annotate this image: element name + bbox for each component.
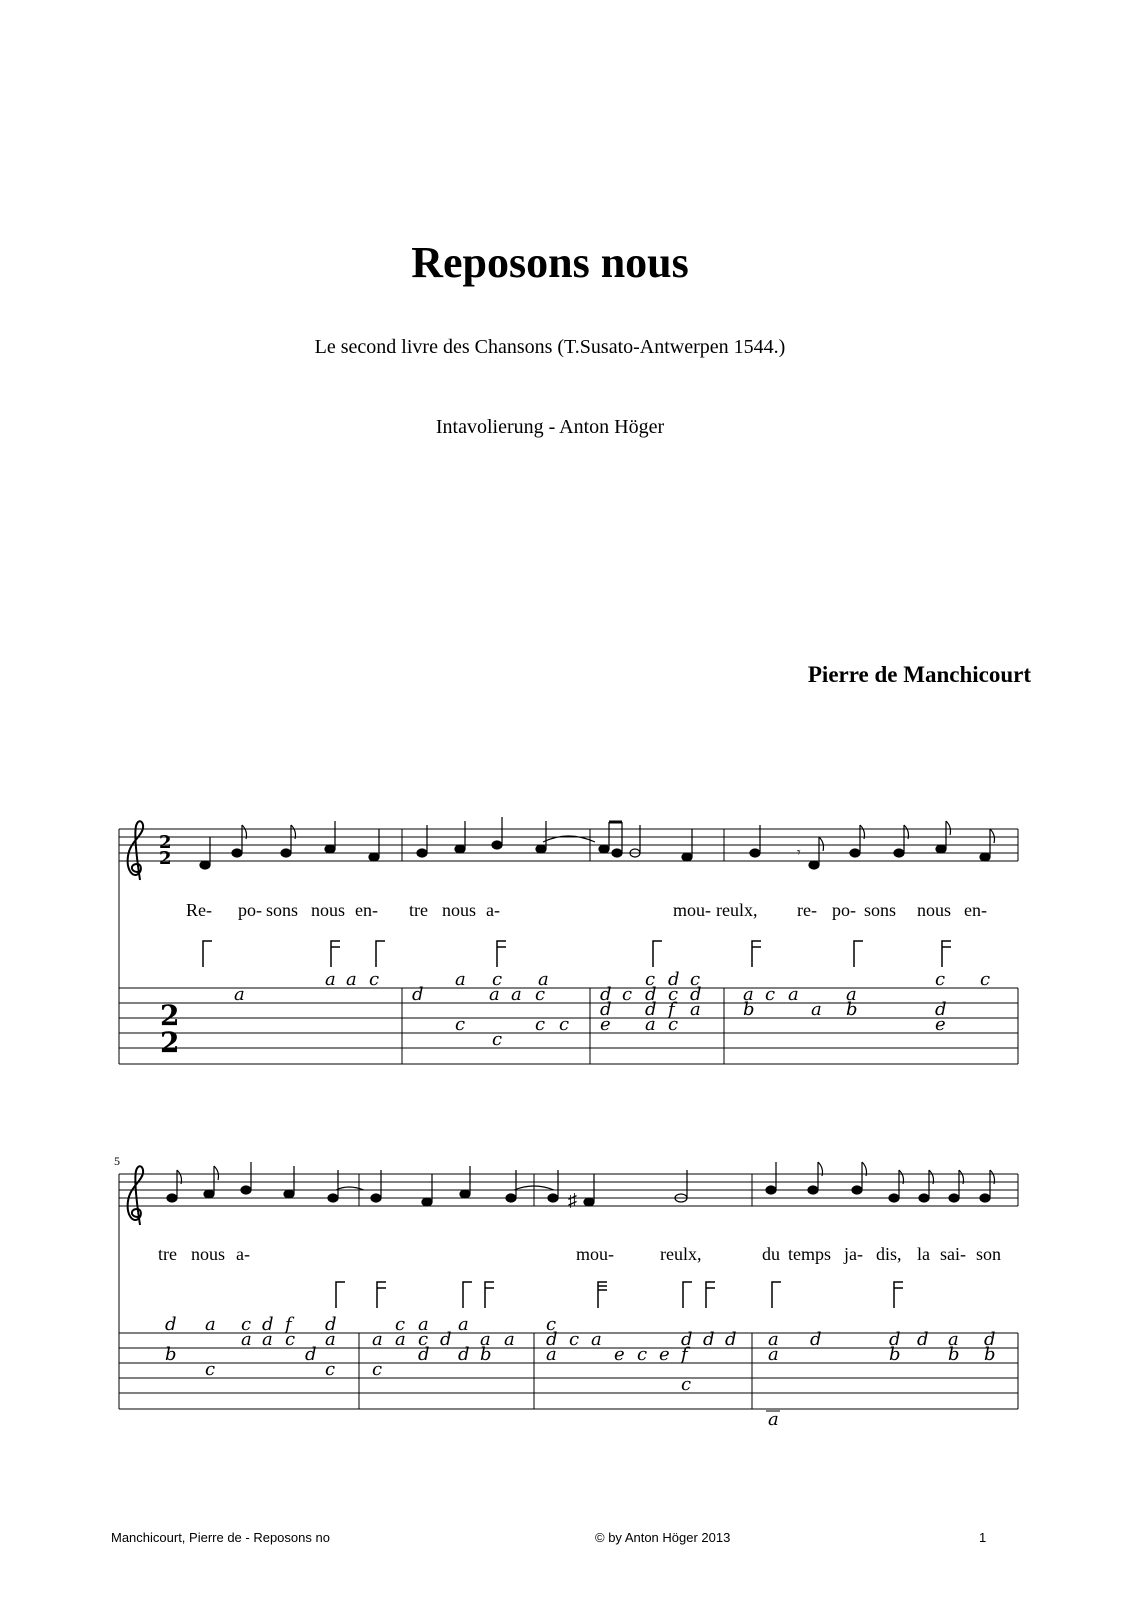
lyric-syllable: sons xyxy=(864,900,897,920)
svg-text:d: d xyxy=(440,1329,452,1350)
svg-text:c: c xyxy=(492,1029,503,1050)
arranger-credit: Intavolierung - Anton Höger xyxy=(435,416,665,438)
piece-title: Reposons nous xyxy=(411,238,689,287)
svg-text:b: b xyxy=(743,999,755,1020)
svg-text:d: d xyxy=(984,1329,996,1350)
lyric-syllable: du xyxy=(762,1244,780,1264)
svg-text:a: a xyxy=(546,1344,557,1365)
svg-text:c: c xyxy=(241,1314,252,1335)
lyric-syllable: po- xyxy=(238,900,262,920)
svg-text:d: d xyxy=(703,1329,715,1350)
svg-text:d: d xyxy=(917,1329,929,1350)
svg-text:f: f xyxy=(285,1314,292,1335)
svg-text:a: a xyxy=(458,1314,469,1335)
rhythm-flags-system-1 xyxy=(203,941,951,967)
svg-text:a: a xyxy=(690,999,701,1020)
svg-text:c: c xyxy=(369,969,380,990)
lyric-syllable: temps xyxy=(788,1244,831,1264)
lyric-syllable: reulx, xyxy=(716,900,758,920)
svg-text:c: c xyxy=(980,969,991,990)
svg-text:a: a xyxy=(346,969,357,990)
svg-text:c: c xyxy=(935,969,946,990)
svg-text:𝄾: 𝄾 xyxy=(797,846,801,861)
svg-text:a: a xyxy=(511,984,522,1005)
lyric-syllable: son xyxy=(976,1244,1002,1264)
svg-text:c: c xyxy=(492,969,503,990)
svg-text:e: e xyxy=(935,1014,946,1035)
lyric-syllable: a- xyxy=(486,900,500,920)
svg-text:a: a xyxy=(768,1329,779,1350)
svg-text:e: e xyxy=(614,1344,625,1365)
svg-text:a: a xyxy=(811,999,822,1020)
svg-text:d: d xyxy=(681,1329,693,1350)
svg-text:a: a xyxy=(241,1329,252,1350)
svg-text:d: d xyxy=(889,1329,901,1350)
measure-number: 5 xyxy=(114,1154,120,1168)
lyric-syllable: nous xyxy=(191,1244,226,1264)
svg-text:c: c xyxy=(668,1014,679,1035)
svg-text:d: d xyxy=(458,1344,470,1365)
svg-text:c: c xyxy=(455,1014,466,1035)
svg-text:a: a xyxy=(234,984,245,1005)
svg-text:d: d xyxy=(305,1344,317,1365)
svg-text:c: c xyxy=(418,1329,429,1350)
lyric-syllable: tre xyxy=(409,900,428,920)
svg-text:a: a xyxy=(538,969,549,990)
tablature-system-1 xyxy=(234,969,990,1050)
svg-text:c: c xyxy=(559,1014,570,1035)
svg-text:a: a xyxy=(395,1329,406,1350)
svg-text:b: b xyxy=(948,1344,960,1365)
svg-text:b: b xyxy=(480,1344,492,1365)
svg-text:c: c xyxy=(372,1359,383,1380)
svg-text:d: d xyxy=(725,1329,737,1350)
svg-text:e: e xyxy=(600,1014,611,1035)
rhythm-flags-system-2 xyxy=(336,1282,903,1308)
time-signature-numerator: 2 xyxy=(159,832,172,853)
lyric-syllable: mou- xyxy=(673,900,711,920)
svg-text:a: a xyxy=(325,969,336,990)
svg-text:a: a xyxy=(846,984,857,1005)
svg-text:d: d xyxy=(600,984,612,1005)
svg-text:a: a xyxy=(504,1329,515,1350)
time-signature-denominator: 2 xyxy=(159,848,172,869)
lyric-syllable: en- xyxy=(964,900,987,920)
svg-text:a: a xyxy=(455,969,466,990)
svg-text:a: a xyxy=(645,1014,656,1035)
svg-text:c: c xyxy=(535,984,546,1005)
svg-text:a: a xyxy=(489,984,500,1005)
svg-text:a: a xyxy=(948,1329,959,1350)
source-subtitle: Le second livre des Chansons (T.Susato-Antwerpen 1544.) xyxy=(314,336,786,358)
lyric-syllable: nous xyxy=(442,900,477,920)
svg-text:c: c xyxy=(765,984,776,1005)
svg-text:c: c xyxy=(535,1014,546,1035)
svg-text:d: d xyxy=(668,969,680,990)
svg-text:b: b xyxy=(984,1344,996,1365)
lyric-syllable: nous xyxy=(311,900,346,920)
footer-copyright: © by Anton Höger 2013 xyxy=(595,1530,731,1545)
svg-text:d: d xyxy=(600,999,612,1020)
svg-text:a: a xyxy=(768,1409,779,1430)
svg-text:e: e xyxy=(659,1344,670,1365)
lyric-syllable: po- xyxy=(832,900,856,920)
lyric-syllable: re- xyxy=(797,900,817,920)
svg-text:c: c xyxy=(668,984,679,1005)
svg-text:f: f xyxy=(668,999,675,1020)
svg-text:a: a xyxy=(743,984,754,1005)
svg-text:d: d xyxy=(325,1314,337,1335)
svg-text:d: d xyxy=(546,1329,558,1350)
lyric-syllable: ja- xyxy=(844,1244,863,1264)
lyric-syllable: Re- xyxy=(186,900,212,920)
svg-text:d: d xyxy=(645,999,657,1020)
lyrics-system-2 xyxy=(158,1244,1001,1264)
svg-text:b: b xyxy=(846,999,858,1020)
lyric-syllable: sai- xyxy=(940,1244,966,1264)
svg-text:♯: ♯ xyxy=(568,1190,577,1210)
svg-text:c: c xyxy=(637,1344,648,1365)
svg-text:c: c xyxy=(690,969,701,990)
svg-text:c: c xyxy=(546,1314,557,1335)
tab-time-signature-denominator: 2 xyxy=(160,1026,180,1059)
svg-text:d: d xyxy=(262,1314,274,1335)
lyric-syllable: la xyxy=(917,1244,930,1264)
lyrics-system-1 xyxy=(186,900,987,920)
lyric-syllable: tre xyxy=(158,1244,177,1264)
svg-text:a: a xyxy=(262,1329,273,1350)
svg-text:c: c xyxy=(285,1329,296,1350)
svg-text:b: b xyxy=(889,1344,901,1365)
svg-text:d: d xyxy=(645,984,657,1005)
svg-text:d: d xyxy=(810,1329,822,1350)
treble-clef-2 xyxy=(128,1166,143,1225)
svg-text:d: d xyxy=(165,1314,177,1335)
svg-text:d: d xyxy=(412,984,424,1005)
lyric-syllable: a- xyxy=(236,1244,250,1264)
footer-document-name: Manchicourt, Pierre de - Reposons no xyxy=(111,1530,330,1545)
svg-text:a: a xyxy=(325,1329,336,1350)
svg-text:c: c xyxy=(395,1314,406,1335)
lyric-syllable: reulx, xyxy=(660,1244,702,1264)
lyric-syllable: en- xyxy=(355,900,378,920)
svg-text:d: d xyxy=(418,1344,430,1365)
svg-text:a: a xyxy=(480,1329,491,1350)
svg-text:c: c xyxy=(569,1329,580,1350)
svg-text:a: a xyxy=(768,1344,779,1365)
lyric-syllable: dis, xyxy=(876,1244,902,1264)
svg-text:c: c xyxy=(622,984,633,1005)
svg-text:c: c xyxy=(645,969,656,990)
svg-text:a: a xyxy=(591,1329,602,1350)
svg-text:a: a xyxy=(788,984,799,1005)
svg-text:f: f xyxy=(681,1344,688,1365)
notes-system-2 xyxy=(167,1162,995,1210)
svg-text:c: c xyxy=(325,1359,336,1380)
treble-clef-1 xyxy=(128,821,143,880)
svg-text:a: a xyxy=(372,1329,383,1350)
composer-name: Pierre de Manchicourt xyxy=(807,662,1031,687)
svg-text:a: a xyxy=(418,1314,429,1335)
tab-time-signature-numerator: 2 xyxy=(160,999,180,1032)
footer-page-number: 1 xyxy=(979,1530,987,1545)
svg-text:c: c xyxy=(681,1374,692,1395)
svg-text:a: a xyxy=(205,1314,216,1335)
svg-text:c: c xyxy=(205,1359,216,1380)
lyric-syllable: mou- xyxy=(576,1244,614,1264)
tablature-system-2 xyxy=(165,1314,996,1430)
svg-text:b: b xyxy=(165,1344,177,1365)
svg-text:d: d xyxy=(690,984,702,1005)
svg-text:d: d xyxy=(935,999,947,1020)
lyric-syllable: sons xyxy=(266,900,299,920)
lyric-syllable: nous xyxy=(917,900,952,920)
